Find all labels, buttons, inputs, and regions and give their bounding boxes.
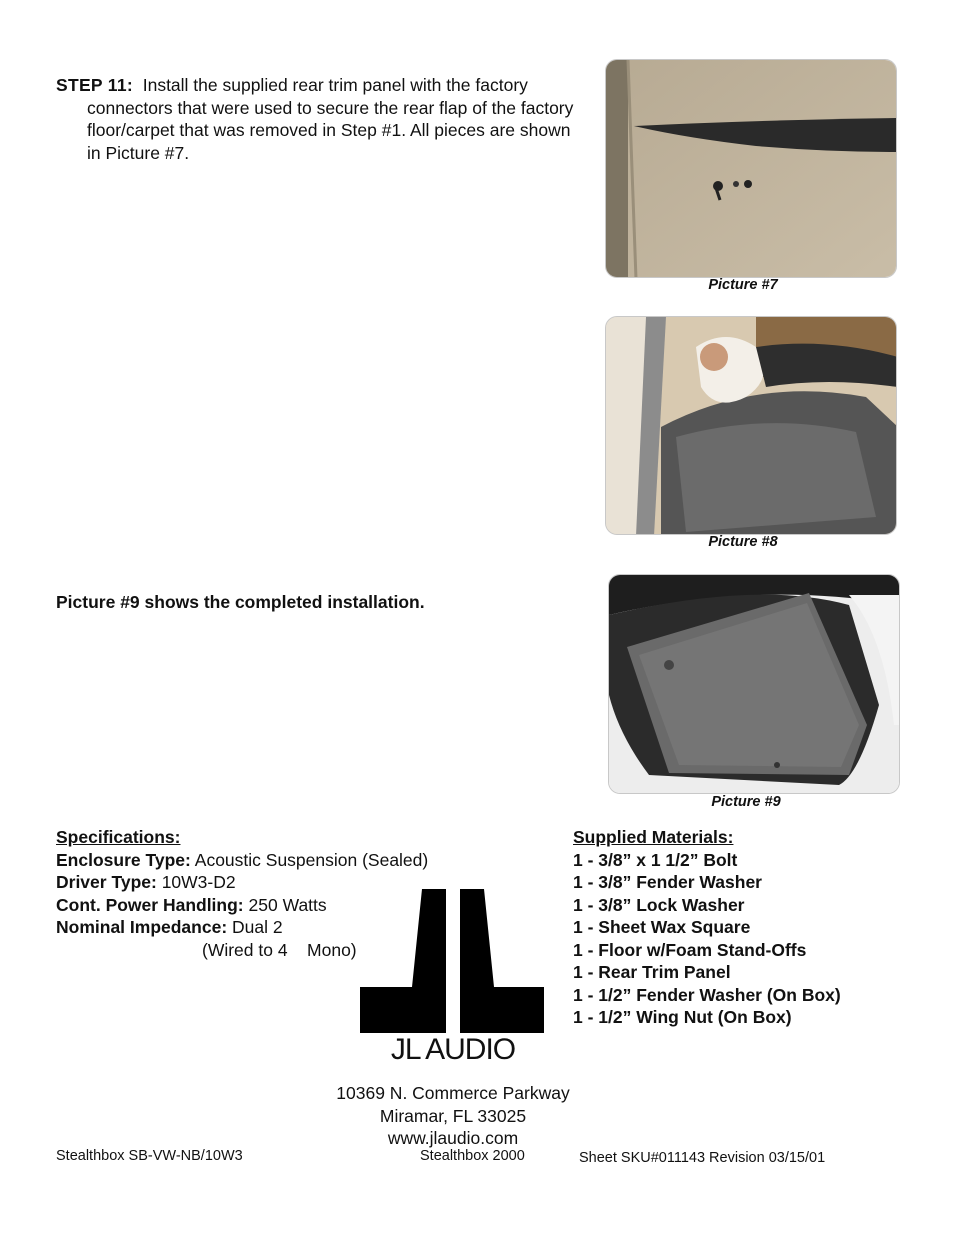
footer-left: Stealthbox SB-VW-NB/10W3	[56, 1148, 243, 1164]
spec-value: 250 Watts	[248, 894, 327, 915]
material-item: 1 - Sheet Wax Square	[573, 917, 751, 937]
step-label: STEP 11:	[56, 75, 133, 95]
supplied-materials	[573, 826, 943, 1029]
material-item: 1 - 3/8” x 1 1/2” Bolt	[573, 849, 738, 870]
website-link[interactable]: www.jlaudio.com	[387, 1128, 519, 1148]
picture-9-note: Picture #9 shows the completed installation.	[56, 592, 425, 612]
spec-value: Acoustic Suspension (Sealed)	[194, 849, 429, 870]
picture-7-caption: Picture #7	[708, 277, 778, 293]
company-address	[300, 1082, 606, 1150]
material-item: 1 - Floor w/Foam Stand-Offs	[573, 939, 807, 960]
specs-heading: Specifications:	[56, 827, 181, 847]
material-item: 1 - 3/8” Fender Washer	[573, 872, 762, 892]
spec-label: Enclosure Type:	[56, 849, 191, 870]
picture-9-caption: Picture #9	[711, 794, 781, 810]
materials-heading: Supplied Materials:	[573, 827, 734, 847]
address-line-2: Miramar, FL 33025	[379, 1105, 527, 1126]
picture-7-photo	[605, 59, 897, 278]
spec-row	[56, 849, 496, 872]
material-item: 1 - 3/8” Lock Washer	[573, 894, 745, 915]
spec-label: Driver Type:	[56, 872, 157, 892]
spec-value: Dual 2	[232, 917, 283, 937]
spec-wired-note: (Wired to 4 Mono)	[202, 939, 357, 960]
footer-right: Sheet SKU#011143 Revision 03/15/01	[579, 1150, 826, 1166]
spec-label: Nominal Impedance:	[56, 917, 228, 937]
logo-wordmark: JL AUDIO	[390, 1033, 516, 1066]
material-item: 1 - Rear Trim Panel	[573, 962, 731, 982]
address-line-1: 10369 N. Commerce Parkway	[336, 1083, 570, 1103]
spec-label: Cont. Power Handling:	[56, 894, 244, 915]
jl-audio-logo	[360, 889, 546, 1067]
picture-8-caption: Picture #8	[708, 534, 778, 550]
step-text: Install the supplied rear trim panel with the factory connectors that were used to secure the rear flap of the factory floor/carpet that was removed in Step #1. All pieces are shown in Picture #7.	[87, 75, 574, 163]
step-11-instructions	[56, 74, 576, 164]
footer-center: Stealthbox 2000	[420, 1148, 525, 1164]
picture-8-photo	[605, 316, 897, 535]
material-item: 1 - 1/2” Wing Nut (On Box)	[573, 1007, 792, 1027]
picture-9-photo	[608, 574, 900, 794]
spec-value: 10W3-D2	[161, 872, 236, 892]
material-item: 1 - 1/2” Fender Washer (On Box)	[573, 984, 841, 1005]
